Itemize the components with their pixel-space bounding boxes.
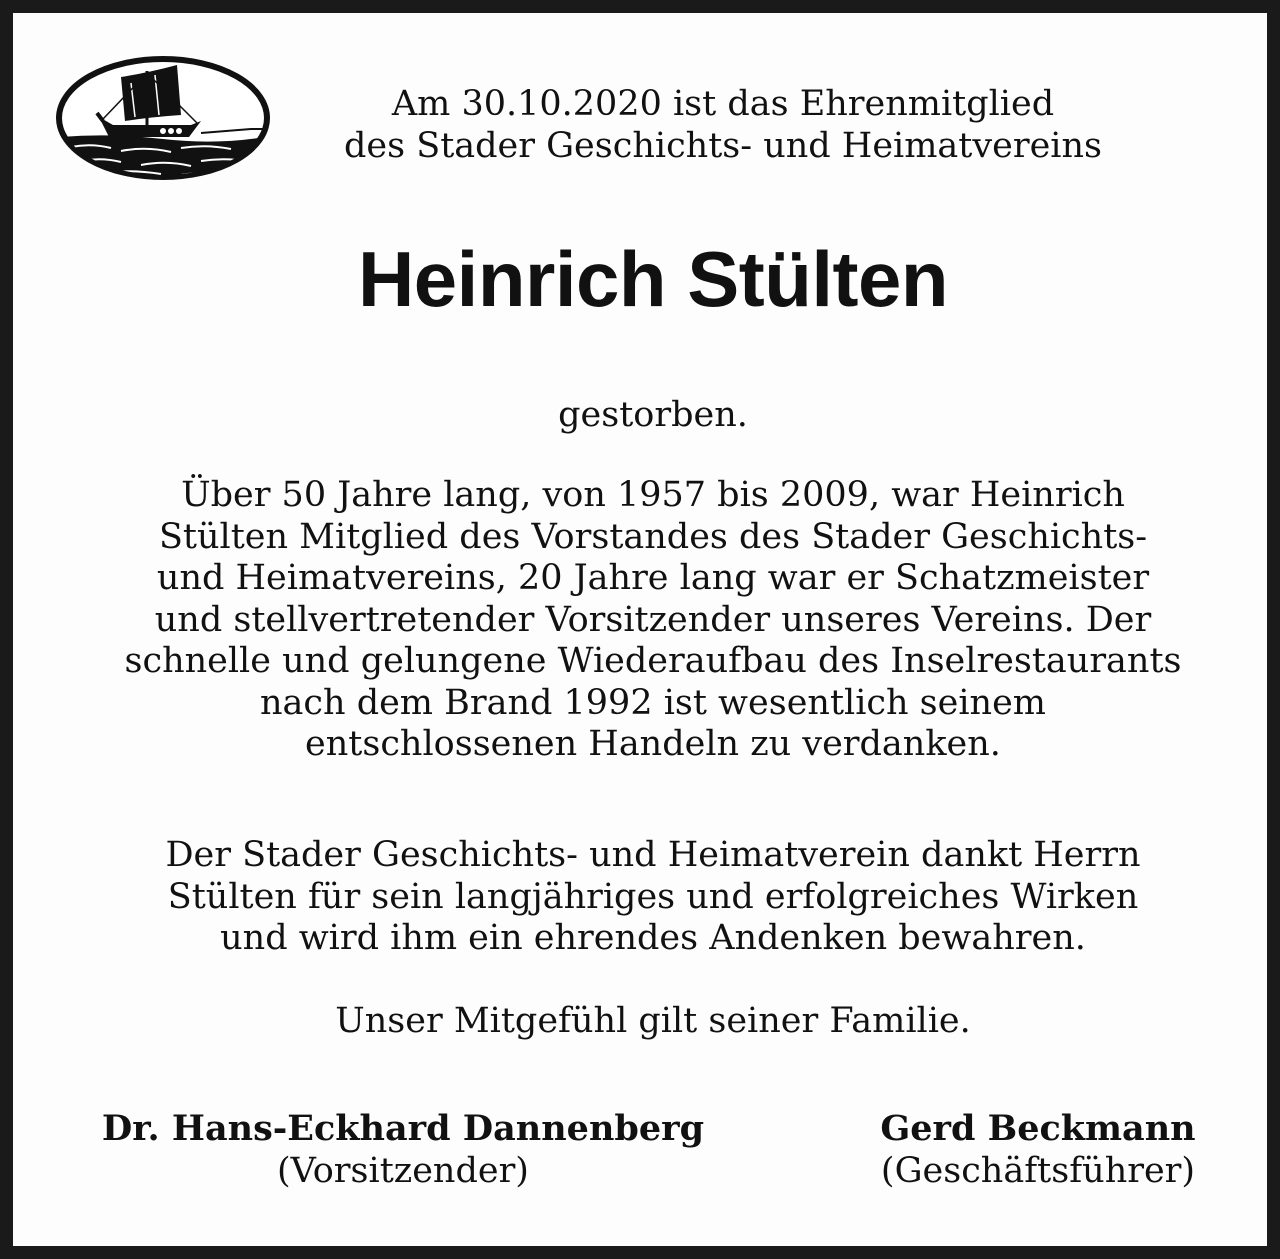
- signatory-chairman: [83, 1108, 723, 1192]
- bio-line: nach dem Brand 1992 ist wesentlich seinem: [260, 682, 1046, 723]
- bio-line: und Heimatvereins, 20 Jahre lang war er Schatzmeister: [156, 558, 1150, 598]
- signatory-role: (Vorsitzender): [277, 1151, 529, 1191]
- bio-line: entschlossenen Handeln zu verdanken.: [305, 724, 1001, 764]
- intro-line: Am 30.10.2020 ist das Ehrenmitglied: [391, 84, 1055, 124]
- intro-line: des Stader Geschichts- und Heimatvereins: [344, 126, 1102, 166]
- signatory-name: Gerd Beckmann: [880, 1108, 1196, 1149]
- died-text: gestorben.: [558, 395, 748, 435]
- signatory-manager: [853, 1108, 1223, 1192]
- bio-line: und stellvertretender Vorsitzender unseres Vereins. Der: [154, 599, 1152, 640]
- sympathy-text: Unser Mitgefühl gilt seiner Familie.: [335, 1001, 971, 1041]
- thanks-paragraph: [73, 835, 1233, 960]
- thanks-line: und wird ihm ein ehrendes Andenken bewahren.: [220, 918, 1086, 958]
- intro-text: [293, 83, 1153, 167]
- biography-paragraph: [73, 475, 1233, 766]
- deceased-name: Heinrich Stülten: [357, 235, 949, 323]
- signatory-name: Dr. Hans-Eckhard Dannenberg: [101, 1108, 705, 1149]
- bio-line: Stülten Mitglied des Vorstandes des Stader Geschichts-: [158, 516, 1148, 557]
- bio-line: schnelle und gelungene Wiederaufbau des Inselrestaurants: [124, 641, 1182, 681]
- thanks-line: Stülten für sein langjähriges und erfolgreiches Wirken: [167, 876, 1139, 917]
- sailing-ship-emblem-icon: [51, 51, 275, 185]
- thanks-line: Der Stader Geschichts- und Heimatverein dankt Herrn: [165, 835, 1141, 875]
- bio-line: Über 50 Jahre lang, von 1957 bis 2009, war Heinrich: [181, 475, 1125, 515]
- signatory-role: (Geschäftsführer): [880, 1151, 1196, 1191]
